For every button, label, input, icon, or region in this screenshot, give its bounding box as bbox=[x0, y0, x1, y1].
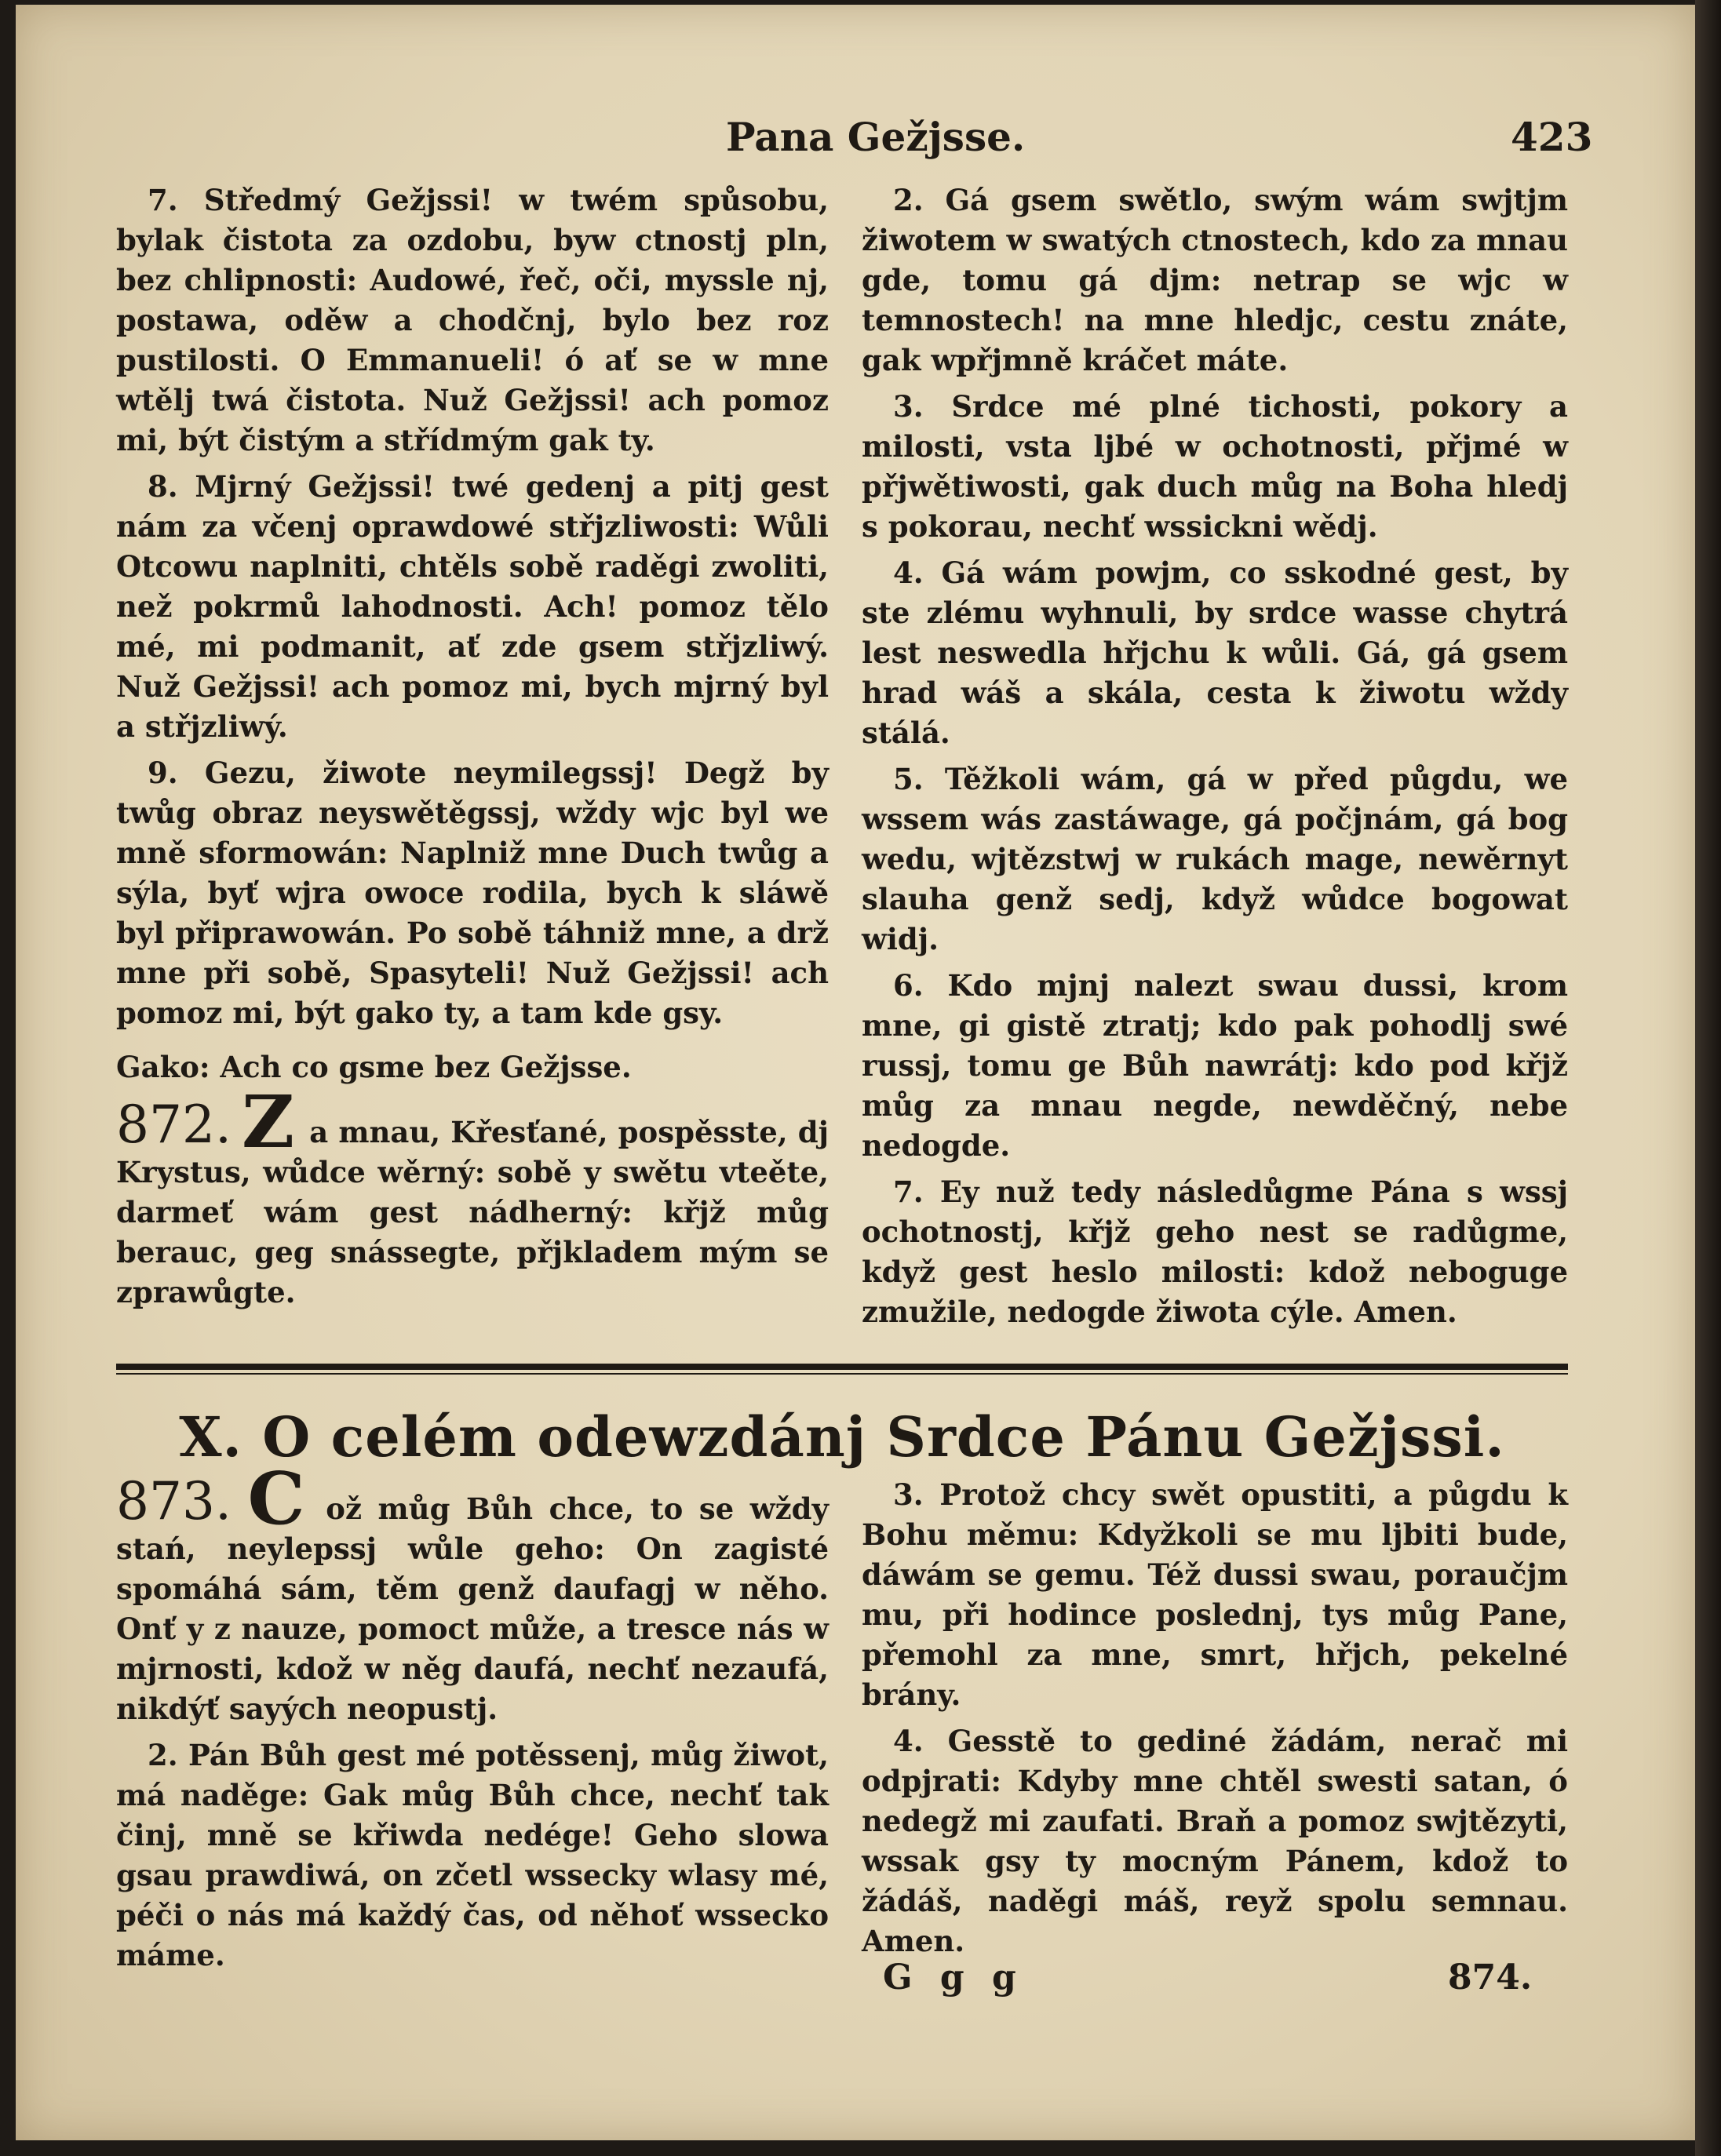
section-rule-thin bbox=[116, 1373, 1568, 1375]
catchword: 874. bbox=[1448, 1958, 1533, 1998]
book-spine-shadow bbox=[1695, 0, 1721, 2156]
verse-8: 8. Mjrný Gežjssi! twé gedenj a pitj gest nám za včenj oprawdowé střjzliwosti: Wůli Otcowu naplniti, chtěls sobě raděgi zwoliti, než pokrmů lahodnosti. Ach! pomoz tělo mé, mi podmanit, ať zde gsem střjzliwý. Nuž Gežjssi! ach pomoz mi, bych mjrný byl a střjzliwý. bbox=[116, 469, 829, 744]
column-right-upper bbox=[862, 180, 1568, 1338]
drop-cap: C bbox=[247, 1456, 305, 1541]
section-rule bbox=[116, 1364, 1568, 1370]
drop-cap: Z bbox=[242, 1080, 295, 1164]
hymn-872 bbox=[116, 1080, 829, 1313]
verse-3: 3. Protož chcy swět opustiti, a půgdu k Bohu měmu: Kdyžkoli se mu ljbiti bude, dáwám se gemu. Též dussi swau, poraučjm mu, při hodince poslednj, tys můg Pane, přemohl za mne, smrt, hřjch, pekelné brány. bbox=[862, 1477, 1568, 1712]
tune-reference: Gako: Ach co gsme bez Gežjsse. bbox=[116, 1050, 632, 1084]
verse-4: 4. Gesstě to gediné žádám, nerač mi odpjrati: Kdyby mne chtěl swesti satan, ó nedegž mi zaufati. Braň a pomoz swjtězyti, wssak gsy ty mocným Pánem, kdož to žádáš, naděgi máš, reyž spolu semnau. Amen. bbox=[862, 1724, 1568, 1958]
hymn-text: ož můg Bůh chce, to se wždy stań, neylepssj wůle geho: On zagisté spomáhá sám, těm genž daufagj w něho. Onť y z nauze, pomoct může, a tresce nás w mjrnosti, kdož w něg daufá, nechť nezaufá, nikdýť sayých neopustj. bbox=[116, 1491, 829, 1726]
verse-3: 3. Srdce mé plné tichosti, pokory a milosti, vsta ljbé w ochotnosti, přjmé w přjwětiwosti, gak duch můg na Boha hledj s pokorau, nechť wssickni wědj. bbox=[862, 389, 1568, 544]
column-left-lower bbox=[116, 1456, 829, 1982]
verse-2: 2. Gá gsem swětlo, swým wám swjtjm žiwotem w swatých ctnostech, kdo za mnau gde, tomu gá djm: netrap se wjc w temnostech! na mne hledjc, cestu znáte, gak wpřjmně kráčet máte. bbox=[862, 183, 1568, 377]
signature-mark: G g g bbox=[883, 1958, 1024, 1998]
verse-9: 9. Gezu, žiwote neymilegssj! Degž by twůg obraz neyswětěgssj, wždy wjc byl we mně sformowán: Naplniž mne Duch twůg a sýla, byť wjra owoce rodila, bych k sláwě byl připrawowán. Po sobě táhniž mne, a drž mne při sobě, Spasyteli! Nuž Gežjssi! ach pomoz mi, být gako ty, a tam kde gsy. bbox=[116, 756, 829, 1030]
verse-5: 5. Těžkoli wám, gá w před půgdu, we wssem wás zastáwage, gá počjnám, gá bog wedu, wjtězstwj w rukách mage, newěrnyt slauha genž sedj, když wůdce bogowat widj. bbox=[862, 762, 1568, 956]
column-left-upper bbox=[116, 180, 829, 1319]
section-title: X. O celém odewzdánj Srdce Pánu Gežjssi. bbox=[179, 1404, 1505, 1470]
hymn-text: a mnau, Křesťané, pospěsste, dj Krystus, wůdce wěrný: sobě y swětu vteěte, darmeť wám gest nádherný: křjž můg berauc, geg snássegte, přjkladem mým se zprawůgte. bbox=[116, 1115, 829, 1309]
hymn-number: 872. bbox=[116, 1094, 232, 1155]
column-right-lower bbox=[862, 1475, 1568, 1968]
verse-6: 6. Kdo mjnj nalezt swau dussi, krom mne, gi gistě ztratj; kdo pak pohodlj swé russj, tomu ge Bůh nawrátj: kdo pod křjž můg za mnau negde, newděčný, nebe nedogde. bbox=[862, 968, 1568, 1163]
verse-7: 7. Ey nuž tedy následůgme Pána s wssj ochotnostj, křjž geho nest se radůgme, když gest heslo milosti: kdož neboguge zmužile, nedogde žiwota cýle. Amen. bbox=[862, 1175, 1568, 1329]
hymn-873 bbox=[116, 1456, 829, 1729]
page-number: 423 bbox=[1511, 114, 1593, 160]
verse-2: 2. Pán Bůh gest mé potěssenj, můg žiwot, má naděge: Gak můg Bůh chce, nechť tak činj, mně se křiwda nedége! Geho slowa gsau prawdiwá, on zčetl wssecky wlasy mé, péči o nás má každý čas, od něhoť wssecko máme. bbox=[116, 1738, 829, 1972]
running-head: Pana Gežjsse. bbox=[726, 114, 1026, 160]
verse-7: 7. Středmý Gežjssi! w twém spůsobu, bylak čistota za ozdobu, byw ctnostj pln, bez chlipnosti: Audowé, řeč, oči, myssle nj, postawa, oděw a chodčnj, bylo bez roz pustilosti. O Emmanueli! ó ať se w mne wtělj twá čistota. Nuž Gežjssi! ach pomoz mi, být čistým a střídmým gak ty. bbox=[116, 183, 829, 457]
verse-4: 4. Gá wám powjm, co sskodné gest, by ste zlému wyhnuli, by srdce wasse chytrá lest neswedla hřjchu k wůli. Gá, gá gsem hrad wáš a skála, cesta k žiwotu wždy stálá. bbox=[862, 555, 1568, 750]
hymn-number: 873. bbox=[116, 1471, 232, 1531]
